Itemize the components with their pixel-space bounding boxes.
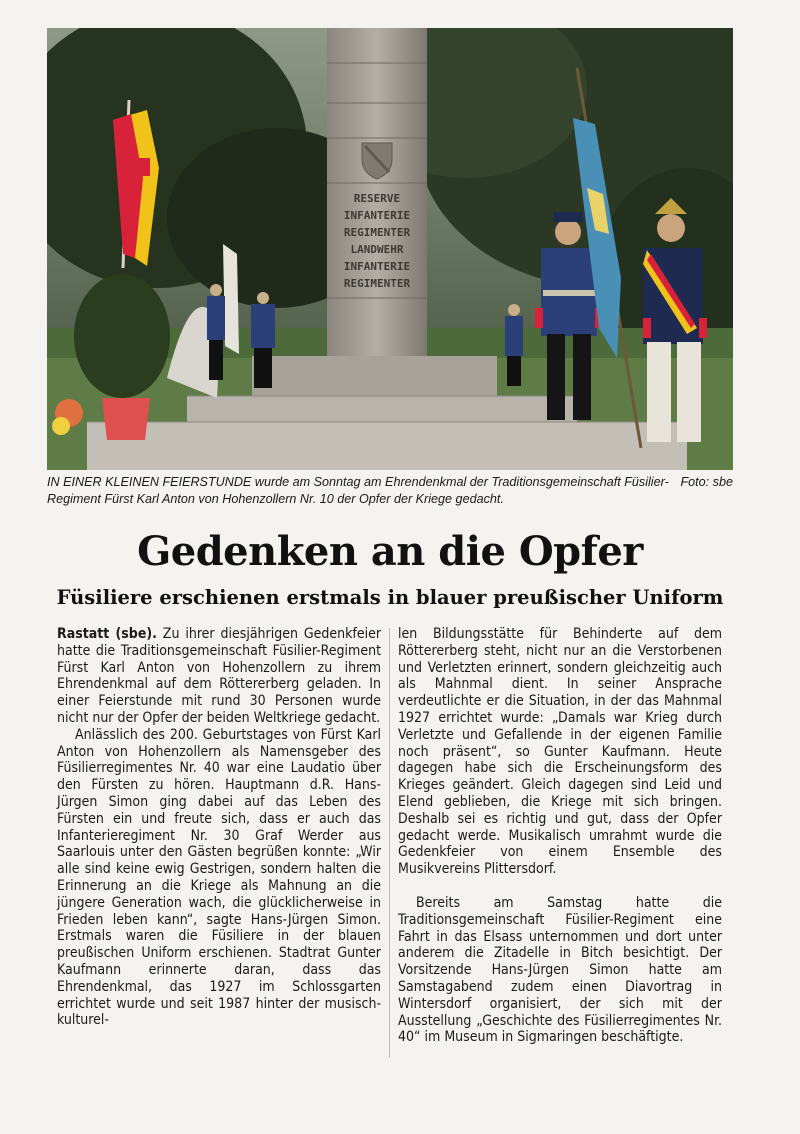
ceremony-photo-illustration [47, 28, 733, 470]
column-divider [389, 628, 390, 1058]
headline: Gedenken an die Opfer [137, 528, 643, 575]
monument-line: REGIMENTER [343, 226, 411, 239]
article-paragraph: len Bildungsstätte für Behinderte auf dem Röttererberg steht, nicht nur an die Verstorbenen und Verletzten erinnert, sondern gleichzeitig auch als Mahnmal dient. In seiner Ansprache verdeutlichte er die Situation, in der das Mahnmal 1927 errichtet wurde: „Damals war Krieg durch Verletzte und Gefallende in der eigenen Familie noch präsent“, so Gunter Kaufmann. Heute dagegen habe sich die Erscheinungsform des Krieges geändert. Gleich dagegen sind Leid und Elend geblieben, die Kriege mit sich bringen. Deshalb sei es richtig und gut, dass der Opfer gedacht werde. Musikalisch umrahmt wurde die Gedenkfeier von einem Ensemble des Musikvereins Plittersdorf. [398, 626, 722, 878]
monument-line: RESERVE [353, 192, 401, 205]
photo-caption [47, 474, 733, 508]
photo-credit: Foto: sbe [680, 475, 733, 489]
monument-line: INFANTERIE [343, 260, 411, 273]
paragraph-text: Zu ihrer diesjährigen Gedenkfeier hatte die Traditionsgemeinschaft Füsilier-Regiment Fürst Karl Anton von Hohenzollern zu ihrem Ehrendenkmal auf dem Röttererberg geladen. In einer Feierstunde mit rund 30 Personen wurde nicht nur der Opfer der beiden Weltkriege gedacht. [57, 626, 381, 726]
article-paragraph: Anlässlich des 200. Geburtstages von Fürst Karl Anton von Hohenzollern als Namensgeber des Füsilierregimentes Nr. 40 war eine Laudatio über den Fürsten zu hören. Hauptmann d.R. Hans-Jürgen Simon ging dabei auf das Leben des Fürsten ein und freute sich, dass er auch das Infanterieregiment Nr. 30 Graf Werder aus Saarlouis unter den Gästen begrüßen konnte: „Wir alle sind keine ewig Gestrigen, sondern halten die Erinnerung an die Kriege als Mahnung an die jüngere Generation wach, die glücklicherweise in Frieden leben kann“, sagte Hans-Jürgen Simon. Erstmals waren die Füsiliere in der blauen preußischen Uniform erschienen. Stadtrat Gunter Kaufmann erinnerte daran, dass das Ehrendenkmal, das 1927 im Schlossgarten errichtet wurde und seit 1987 hinter der musisch-kulturel- [57, 726, 381, 1029]
monument-line: REGIMENTER [343, 277, 411, 290]
monument-line: INFANTERIE [343, 209, 411, 222]
ceremony-photo [47, 28, 733, 470]
article-paragraph [57, 626, 381, 727]
dateline: Rastatt (sbe). [57, 626, 157, 642]
article-column-left [57, 626, 381, 1029]
article-column-right [398, 626, 722, 1046]
caption-lead: IN EINER KLEINEN FEIERSTUNDE [47, 475, 252, 489]
article-paragraph: Bereits am Samstag hatte die Traditionsgemeinschaft Füsilier-Regiment eine Fahrt in das Elsass unternommen und dort unter anderem die Zitadelle in Bitch besichtigt. Der Vorsitzende Hans-Jürgen Simon hatte am Samstagabend zudem einen Diavortrag in Wintersdorf organisiert, der sich mit der Ausstellung „Geschichte des Füsilierregimentes Nr. 40“ im Museum in Sigmaringen beschäftigte. [398, 894, 722, 1046]
monument-line: LANDWEHR [350, 243, 404, 256]
caption-text: wurde am Sonntag am Ehrendenkmal der Traditionsgemeinschaft Füsilier-Regiment Fürst Karl Anton von Hohenzollern Nr. 10 der Opfer der Kriege gedacht. [47, 475, 669, 506]
subheadline: Füsiliere erschienen erstmals in blauer preußischer Uniform [56, 586, 724, 609]
